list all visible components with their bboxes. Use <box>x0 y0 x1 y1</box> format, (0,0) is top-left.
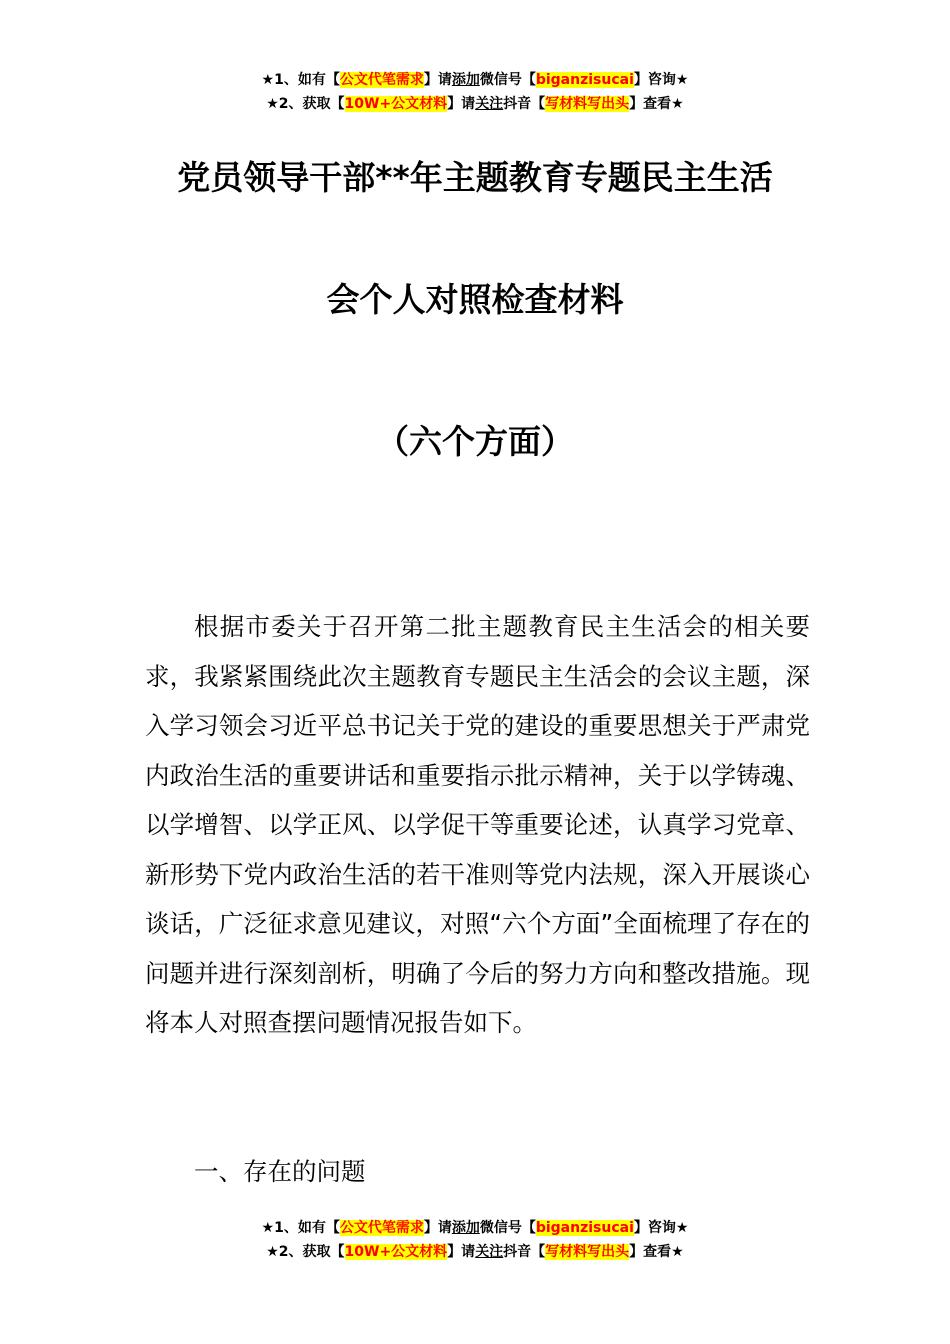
promo-text: 抖音【 <box>503 1244 546 1260</box>
promo-text: 】查看★ <box>629 96 684 112</box>
section-heading: 一、存在的问题 <box>194 1157 366 1186</box>
promo-text: ★1、如有【 <box>261 72 340 88</box>
top-promo-banner <box>0 68 950 116</box>
promo-underline: 关注 <box>475 96 504 112</box>
promo-text: 】请 <box>447 1244 476 1260</box>
promo-line-2 <box>0 92 950 116</box>
promo-underline: 关注 <box>475 1244 504 1260</box>
promo-wechat-id: biganzisucai <box>535 72 634 88</box>
promo-underline: 添加 <box>451 1220 480 1236</box>
promo-douyin-id: 写材料写出头 <box>545 1244 630 1260</box>
promo-text: ★1、如有【 <box>261 1220 340 1236</box>
promo-highlight: 10W+公文材料 <box>344 1244 448 1260</box>
promo-text: 微信号【 <box>479 1220 536 1236</box>
promo-text: 】查看★ <box>629 1244 684 1260</box>
bottom-promo-banner <box>0 1216 950 1264</box>
promo-highlight: 公文代笔需求 <box>339 1220 424 1236</box>
promo-wechat-id: biganzisucai <box>535 1220 634 1236</box>
promo-text: ★2、获取【 <box>266 96 345 112</box>
promo-text: 微信号【 <box>479 72 536 88</box>
promo-text: 】请 <box>423 1220 452 1236</box>
document-subtitle: （六个方面） <box>376 422 574 461</box>
promo-text: 抖音【 <box>503 96 546 112</box>
body-paragraph: 根据市委关于召开第二批主题教育民主生活会的相关要求，我紧紧围绕此次主题教育专题民主生活会的会议主题，深入学习领会习近平总书记关于党的建设的重要思想关于严肃党内政治生活的重要讲话和重要指示批示精神，关于以学铸魂、以学增智、以学正风、以学促干等重要论述，认真学习党章、新形势下党内政治生活的若干准则等党内法规，深入开展谈心谈话，广泛征求意见建议，对照“六个方面”全面梳理了存在的问题并进行深刻剖析，明确了今后的努力方向和整改措施。现将本人对照查摆问题情况报告如下。 <box>145 612 810 1037</box>
promo-line-2 <box>0 1240 950 1264</box>
promo-line-1 <box>0 1216 950 1240</box>
promo-text: 】请 <box>423 72 452 88</box>
promo-text: 】请 <box>447 96 476 112</box>
document-title-line-2: 会个人对照检查材料 <box>326 280 624 319</box>
promo-underline: 添加 <box>451 72 480 88</box>
promo-highlight: 10W+公文材料 <box>344 96 448 112</box>
promo-text: 】咨询★ <box>633 72 689 88</box>
promo-highlight: 公文代笔需求 <box>339 72 424 88</box>
promo-line-1 <box>0 68 950 92</box>
promo-douyin-id: 写材料写出头 <box>545 96 630 112</box>
promo-text: ★2、获取【 <box>266 1244 345 1260</box>
document-title-line-1: 党员领导干部**年主题教育专题民主生活 <box>177 158 773 197</box>
promo-text: 】咨询★ <box>633 1220 689 1236</box>
